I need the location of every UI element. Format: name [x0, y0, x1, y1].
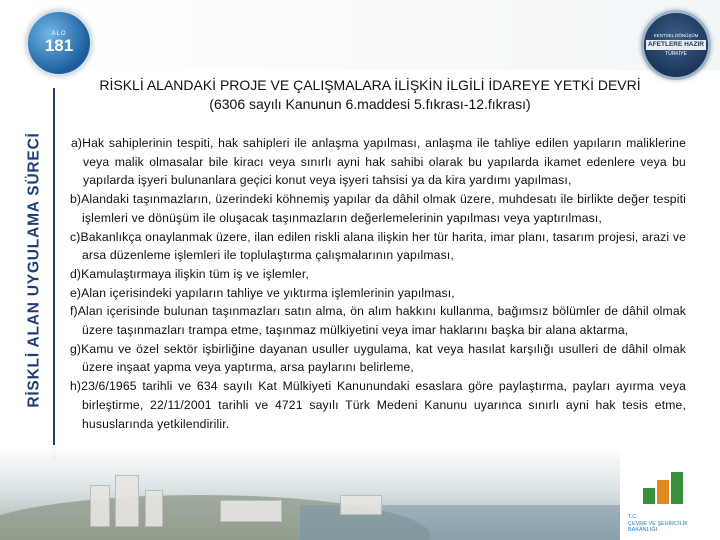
ministry-logo-mark: [643, 470, 693, 504]
logo-right-line2: AFETLERE HAZIR: [648, 41, 704, 48]
title-line-2: (6306 sayılı Kanunun 6.maddesi 5.fıkrası-12.fıkrası): [209, 96, 531, 112]
list-item: b)Alandaki taşınmazların, üzerindeki köhnemiş yapılar da dâhil olmak üzere, muhdesatı ile birlikte değer tespiti işlemleri ve dönüşüm ile oluşacak taşınmazların değerlemelerinin yapılması veya yaptırılması,: [70, 192, 686, 225]
page-title: [60, 76, 680, 114]
ministry-line-2: ÇEVRE VE ŞEHİRCİLİK: [628, 520, 688, 527]
title-line-1: RİSKLİ ALANDAKİ PROJE VE ÇALIŞMALARA İLİŞKİN İLGİLİ İDAREYE YETKİ DEVRİ: [99, 77, 641, 93]
scene-building: [220, 500, 282, 522]
side-title: [22, 75, 48, 465]
ministry-line-3: BAKANLIĞI: [628, 527, 658, 533]
list-item: f)Alan içerisinde bulunan taşınmazları satın alma, ön alım hakkını kullanma, bağımsız bölümler de dâhil olmak üzere taşınmazları trampa etme, taşınmaz mülkiyetini veya imar haklarını başka bir alana aktarma,: [70, 304, 686, 338]
logo-bar-orange: [657, 480, 669, 504]
logo-bar-green: [643, 488, 655, 504]
alo-181-logo: [26, 10, 92, 76]
logo-right-line3: TÜRKİYE: [665, 51, 687, 57]
item-list: [62, 134, 686, 433]
ministry-logo: [628, 470, 712, 532]
list-item: g)Kamu ve özel sektör işbirliğine dayanan usuller uygulama, kat veya hasılat karşılığı usulleri de dâhil olmak üzere inşaat yapma veya yaptırma, arsa paylarını belirleme,: [70, 341, 686, 375]
side-title-text: RİSKLİ ALAN UYGULAMA SÜRECİ: [26, 132, 43, 408]
scene-building: [90, 485, 110, 527]
side-divider: [53, 88, 55, 460]
kentsel-donusum-logo: [641, 10, 711, 80]
alo-number: 181: [44, 36, 74, 55]
alo-label: ALO: [51, 31, 67, 37]
logo-right-line1: KENTSEL DÖNÜŞÜM: [653, 33, 699, 38]
scene-building: [115, 475, 139, 527]
scene-building: [340, 495, 382, 515]
list-item: c)Bakanlıkça onaylanmak üzere, ilan edilen riskli alana ilişkin her tür harita, imar planı, tasarım projesi, arazi ve arsa düzenleme işlemleri ile toplulaştırma çalışmalarının yapılması,: [70, 229, 686, 263]
list-item: a)Hak sahiplerinin tespiti, hak sahipleri ile anlaşma yapılması, anlaşma ile tahliye edilen yapıların maliklerine veya malik olmasalar bile kiracı veya sınırlı ayni hak sahibi olarak bu yapılarda ikamet edenlere veya bu yapılarda işyeri bulunanlara geçici konut veya işyeri tahsisi ya da kira yardımı yapılması,: [71, 136, 686, 188]
list-item: e)Alan içerisindeki yapıların tahliye ve yıktırma işlemlerinin yapılması,: [70, 285, 455, 300]
ministry-name: [628, 514, 712, 534]
list-item: h)23/6/1965 tarihli ve 634 sayılı Kat Mülkiyeti Kanunundaki esaslara göre paylaştırma, payları ayırma veya birleştirme, 22/11/2001 tarihli ve 4721 sayılı Türk Medeni Kanunu uyarınca sınırlı ayni hak tesis etme, hususlarında yetkilendirilir.: [70, 379, 686, 431]
ministry-line-1: T.C.: [628, 514, 638, 520]
header-band: [0, 0, 720, 70]
background-cityscape-image: [0, 445, 620, 540]
logo-bar-green: [671, 472, 683, 504]
list-item: d)Kamulaştırmaya ilişkin tüm iş ve işlemler,: [70, 266, 309, 281]
scene-building: [145, 490, 163, 527]
